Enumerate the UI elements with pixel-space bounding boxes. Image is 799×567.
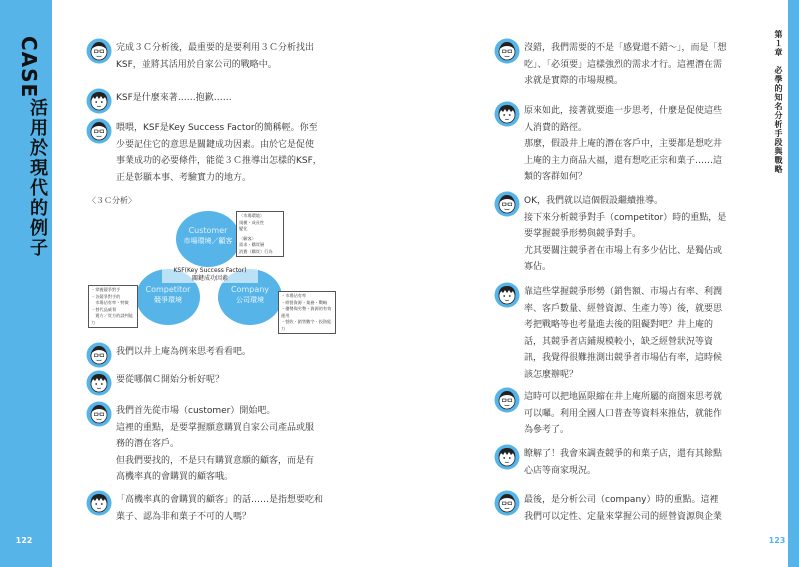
dialogue-line: 這裡的重點，是要掌握願意購買自家公司產品或服: [116, 422, 315, 433]
dialogue-line: 事業成功的必要條件，能從３Ｃ推導出怎樣的KSF，: [116, 156, 322, 166]
dialogue-line: KSF，並將其活用於自家公司的戰略中。: [116, 59, 277, 70]
dialogue-line: 瞭解了！我會來調查競爭的和菓子店，還有其餘點: [524, 449, 723, 459]
dialogue-line: 務的潛在客戶。: [116, 439, 180, 449]
student-avatar-icon: [86, 370, 112, 396]
dialogue-line: 尤其要關注競爭者在市場上有多少佔比、是獨佔或: [524, 245, 723, 256]
dialogue-line: 該怎麼辦呢？: [524, 369, 579, 380]
dialogue-line: 完成３Ｃ分析後，最重要的是要利用３Ｃ分析找出: [116, 43, 315, 53]
teacher-avatar-icon: [86, 118, 112, 144]
diagram-title: 〈３Ｃ分析〉: [88, 196, 136, 205]
ksf-label-zh: 關鍵成功因素: [191, 275, 228, 282]
dialogue-line: 率、客戶數量、經營資源、生產力等）後，就要思: [524, 303, 723, 314]
dialogue-line: 要掌握競爭形勢與競爭對手。: [524, 229, 642, 239]
ksf-center-label: [162, 267, 258, 283]
teacher-avatar-icon: [86, 401, 112, 427]
dialogue-line: 這時可以把地區限縮在井上庵所屬的商圈來思考就: [524, 392, 723, 402]
dialogue-line: 考把戰略等也考量進去後的阻礙對吧？井上庵的: [524, 320, 714, 330]
dialogue-line: 沒錯，我們需要的不是「感覺還不錯～」，而是「想: [524, 43, 727, 53]
student-avatar-icon: [494, 101, 520, 127]
box-line: ・市場佔有率: [281, 293, 307, 298]
customer-detail-box: [236, 211, 284, 257]
3c-analysis-diagram: [88, 195, 388, 330]
box-line: 市場佔有率・特徵: [91, 300, 129, 305]
dialogue-line: 喂喂，KSF是Key Success Factor的簡稱輕。你至: [116, 123, 318, 133]
teacher-avatar-icon: [494, 38, 520, 64]
box-line: ・各競爭對手的: [91, 293, 121, 299]
case-title: 活用於現代的例子: [27, 98, 48, 258]
dialogue-line: 上庵的主力商品大福，還有想吃正宗和菓子……這: [524, 155, 723, 166]
dialogue-line: OK，我們就以這個假設繼續推導。: [524, 196, 663, 206]
ksf-label-en: KSF(Key Success Factor): [173, 267, 247, 274]
dialogue-line: 我們可以定性、定量來掌握公司的經營資源與企業: [524, 511, 723, 522]
dialogue-line: 接下來分析競爭對手（competitor）時的重點，是: [524, 212, 727, 223]
dialogue-line: 少要記住它的意思是關鍵成功因素。由於它是促使: [116, 139, 315, 150]
dialogue-line: 最後，是分析公司（company）時的重點。這裡: [524, 495, 719, 505]
box-line: ・替代品威脅: [91, 306, 117, 312]
dialogue-line: 我們首先從市場（customer）開始吧。: [116, 406, 276, 416]
dialogue-line: 要從哪個Ｃ開始分析好呢？: [116, 375, 225, 385]
page-number-left: 122: [15, 536, 33, 545]
dialogue-line: 那麼，假設井上庵的潛在客戶中，主要都是想吃井: [524, 139, 723, 149]
competitor-detail-box: [88, 285, 138, 328]
student-avatar-icon: [86, 88, 112, 114]
dialogue-line: 為參考了。: [524, 425, 570, 435]
box-line: 變化: [239, 226, 248, 231]
teacher-avatar-icon: [494, 387, 520, 413]
chapter-heading: 第１章 必學的知名分析手段與戰略: [774, 30, 783, 174]
box-line: ・優勢與劣勢・資源的有效運用: [281, 306, 332, 318]
student-avatar-icon: [494, 282, 520, 308]
dialogue-line: 吃」、「必須要」這樣強烈的需求才行。這裡潛在需: [524, 59, 723, 70]
dialogue-line: 菓子、認為非和菓子不可的人嗎？: [116, 511, 252, 522]
dialogue-line: 但我們要找的，不是只有購買意願的顧客，而是有: [116, 455, 315, 466]
page-number-right: 123: [768, 536, 786, 545]
student-avatar-icon: [494, 444, 520, 470]
dialogue-line: 靠這些掌握競爭形勢（銷售額、市場占有率、利潤: [524, 287, 723, 297]
box-line: ・營收・銷售數字・投資能力: [281, 319, 332, 331]
dialogue-line: 可以囉。利用全國人口普查等資料來推估，就能作: [524, 408, 723, 419]
dialogue-line: 話，其競爭者店鋪規模較小，缺乏經營狀況等資: [524, 336, 714, 347]
competitor-label-en: Competitor: [145, 285, 191, 294]
dialogue-line: 「高機率真的會購買的顧客」的話……是指想要吃和: [116, 495, 324, 505]
competitor-label-zh: 競爭環境: [154, 296, 182, 304]
company-label-zh: 公司環境: [236, 296, 264, 304]
teacher-avatar-icon: [86, 38, 112, 64]
dialogue-line: 高機率真的會購買的顧客哦。: [116, 472, 234, 482]
dialogue-line: 心店等商家現況。: [524, 465, 597, 476]
company-detail-box: [278, 291, 336, 334]
box-line: 賣方／買方的談判能力: [91, 313, 133, 325]
teacher-avatar-icon: [86, 342, 112, 368]
customer-label-zh: 市場環境／顧客: [183, 237, 233, 245]
dialogue-line: 求就是實際的市場規模。: [524, 76, 624, 86]
box-line: 〈市場環境〉: [239, 213, 265, 218]
dialogue-line: 人消費的路徑。: [524, 122, 588, 133]
teacher-avatar-icon: [494, 191, 520, 217]
dialogue-line: 訊，我覺得很難推測出競爭者市場佔有率，這時候: [524, 353, 723, 363]
right-page-band: [788, 36, 799, 567]
box-line: 〈顧客〉: [239, 235, 256, 241]
dialogue-line: 原來如此，接著就要進一步思考，什麼是促使這些: [524, 106, 723, 116]
box-line: ・掌握競爭對手: [91, 287, 121, 292]
customer-label-en: Customer: [188, 226, 228, 235]
company-label-en: Company: [230, 285, 270, 294]
dialogue-line: 類的客群如何？: [524, 172, 588, 182]
box-line: 需求・購買層: [239, 242, 265, 247]
teacher-avatar-icon: [494, 490, 520, 516]
case-label: CASE: [17, 36, 41, 99]
dialogue-line: 寡佔。: [524, 262, 552, 272]
dialogue-line: 正是彰顯本事、考驗實力的地方。: [116, 172, 252, 183]
student-avatar-icon: [86, 490, 112, 516]
customer-circle: [176, 211, 240, 267]
chapter-tab: [788, 0, 799, 36]
box-line: 消費（購買）行為: [239, 248, 273, 254]
dialogue-line: 我們以井上庵為例來思考看看吧。: [116, 347, 252, 357]
box-line: 規模・成長性: [239, 219, 265, 225]
box-line: ・經營資源・業務・戰略: [281, 299, 328, 305]
dialogue-line: KSF是什麼來著……抱歉……: [116, 93, 232, 103]
